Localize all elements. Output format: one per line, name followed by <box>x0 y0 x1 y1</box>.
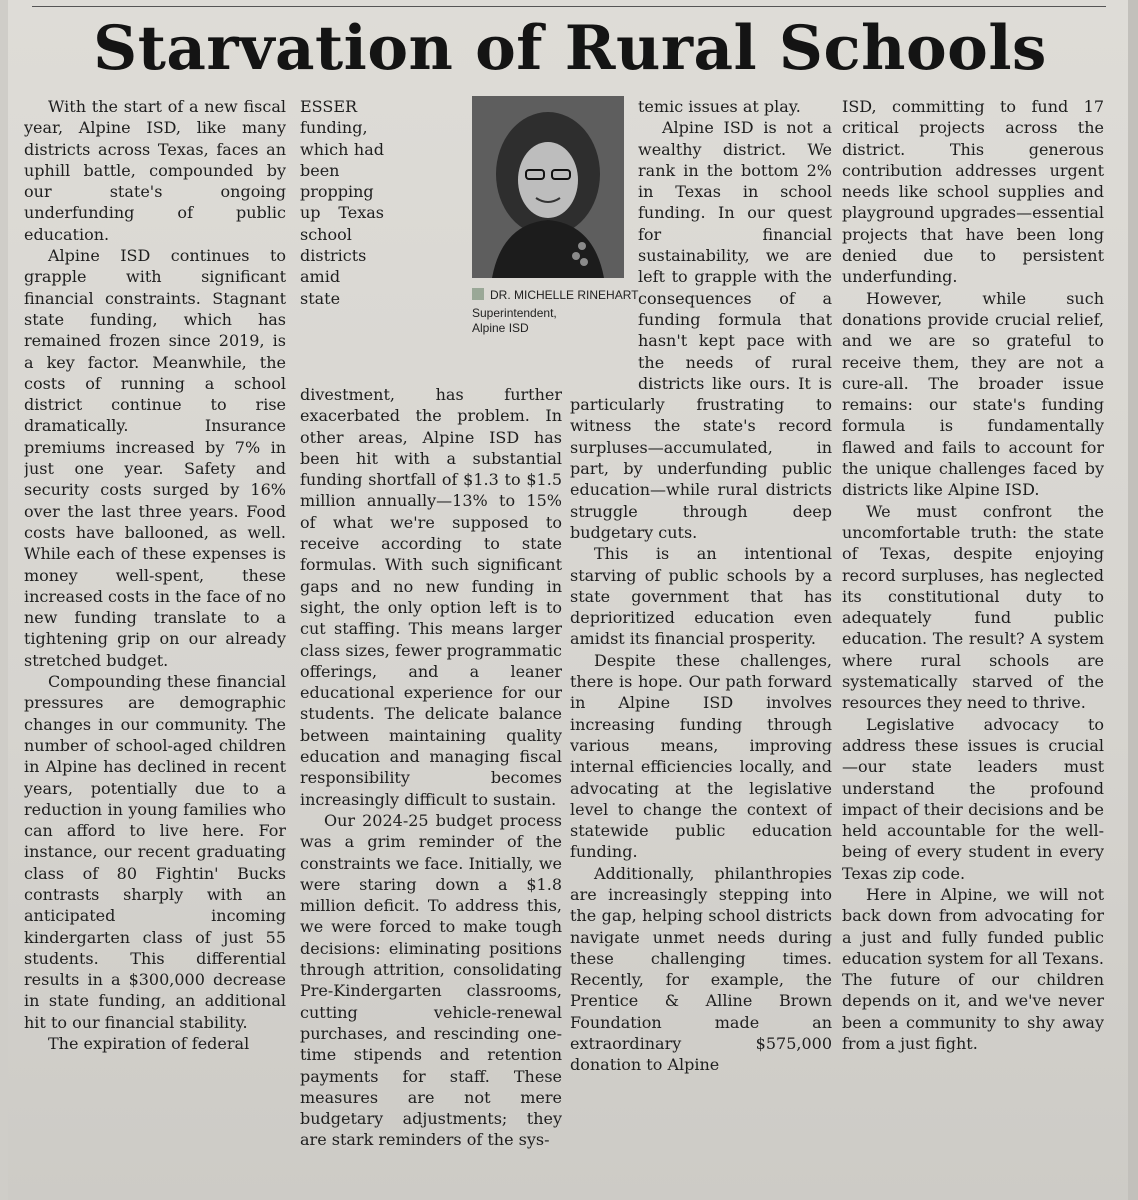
paragraph: Despite these challenges, there is hope. Our path forward in Alpine ISD involves increasing funding through various means, improving internal efficiencies locally, and advocating at the legislative level to change the context of statewide public education funding. <box>570 650 832 862</box>
top-rule <box>32 6 1106 7</box>
paragraph: However, while such donations provide crucial relief, and we are so grateful to receive them, they are not a cure-all. The broader issue remains: our state's funding formula is fundamentally flawed and fails to account for the unique challenges faced by districts like Alpine ISD. <box>842 288 1104 500</box>
paragraph: The expiration of federal <box>48 1034 250 1054</box>
headline: Starvation of Rural Schools <box>93 13 1047 84</box>
paragraph: Compounding these financial pressures are demographic changes in our community. The number of school-aged children in Alpine has declined in recent years, potentially due to a reduction in young families who can afford to live here. For instance, our recent graduating class of 80 Fightin' Bucks contrasts sharply with an anticipated incoming kindergarten class of just 55 students. This differential results in a $300,000 decrease in state funding, an additional hit to our financial stability. <box>24 672 286 1032</box>
paragraph: temic issues at play. <box>638 97 801 116</box>
paragraph: Alpine ISD is not a wealthy district. We rank in the bottom 2% in Texas in school funding. In our quest for financial sustainability, we are left to grapple with the consequences of a funding formula that hasn't kept pace with the needs of rural districts like ours. It is particularly frustrating to witness the state's record surpluses—accumulated, in part, by underfunding public education—while rural districts struggle through deep budgetary cuts. <box>570 118 832 542</box>
paragraph: With the start of a new fiscal year, Alpine ISD, like many districts across Texas, faces an uphill battle, compounded by our state's ongoing underfunding of public education. <box>24 97 286 244</box>
portrait-photo <box>472 96 624 278</box>
paragraph: Alpine ISD continues to grapple with significant financial constraints. Stagnant state funding, which has remained frozen since 2019, is a key factor. Meanwhile, the costs of running a school district continue to rise dramatically. Insurance premiums increased by 7% in just one year. Safety and security costs surged by 16% over the last three years. Food costs have ballooned, as well. While each of these expenses is money well-spent, these increased costs in the face of no new funding translate to a tightening grip on our already stretched budget. <box>24 246 286 670</box>
portrait-icon <box>472 96 624 278</box>
paragraph: ISD, committing to fund 17 critical projects across the district. This generous contribution addresses urgent needs like school supplies and playground upgrades—essential projects that have been long denied due to persistent underfunding. <box>842 97 1104 287</box>
caption-title-line: Superintendent, <box>472 306 557 320</box>
paragraph: Here in Alpine, we will not back down from advocating for a just and fully funded public education system for all Texans. The future of our children depends on it, and we've never been a community to shy away from a just fight. <box>842 884 1104 1054</box>
page-edge-shadow <box>1128 0 1138 1200</box>
caption-marker <box>472 288 484 300</box>
photo-caption-title <box>472 306 572 336</box>
photo-caption-name <box>472 288 639 302</box>
paragraph: Legislative advocacy to address these issues is crucial—our state leaders must understand the profound impact of their decisions and be held accountable for the well-being of every student in every Texas zip code. <box>842 714 1104 883</box>
caption-name-text: DR. MICHELLE RINEHART <box>490 288 639 302</box>
column-4 <box>842 96 1104 1196</box>
column-1 <box>24 96 286 1196</box>
paragraph: We must confront the uncomfortable truth: the state of Texas, despite enjoying record surpluses, has neglected its constitutional duty to adequately fund public education. The result? A system where rural schools are systematically starved of the resources they need to thrive. <box>842 501 1104 713</box>
paragraph: ESSER funding, which had been propping up Texas school districts amid state divestment, has further exacerbated the problem. In other areas, Alpine ISD has been hit with a substantial funding shortfall of $1.3 to $1.5 million annually—13% to 15% of what we're supposed to receive according to state formulas. With such significant gaps and no new funding in sight, the only option left is to cut staffing. This means larger class sizes, fewer programmatic offerings, and a leaner educational experience for our students. The delicate balance between maintaining quality education and managing fiscal responsibility becomes increasingly difficult to sustain. <box>300 97 562 809</box>
paragraph: Our 2024-25 budget process was a grim reminder of the constraints we face. Initially, we were staring down a $1.8 million deficit. To address this, we were forced to make tough decisions: eliminating positions through attrition, consolidating Pre-Kindergarten classrooms, cutting vehicle-renewal purchases, and rescinding one-time stipends and retention payments for staff. These measures are not mere budgetary adjustments; they are stark reminders of the sys- <box>300 810 562 1150</box>
paragraph: Additionally, philanthropies are increasingly stepping into the gap, helping school districts navigate unmet needs during these challenging times. Recently, for example, the Prentice & Alline Brown Foundation made an extraordinary $575,000 donation to Alpine <box>570 863 832 1075</box>
paragraph: This is an intentional starving of public schools by a state government that has deprioritized education even amidst its financial prosperity. <box>570 544 832 649</box>
caption-title-line: Alpine ISD <box>472 321 529 335</box>
